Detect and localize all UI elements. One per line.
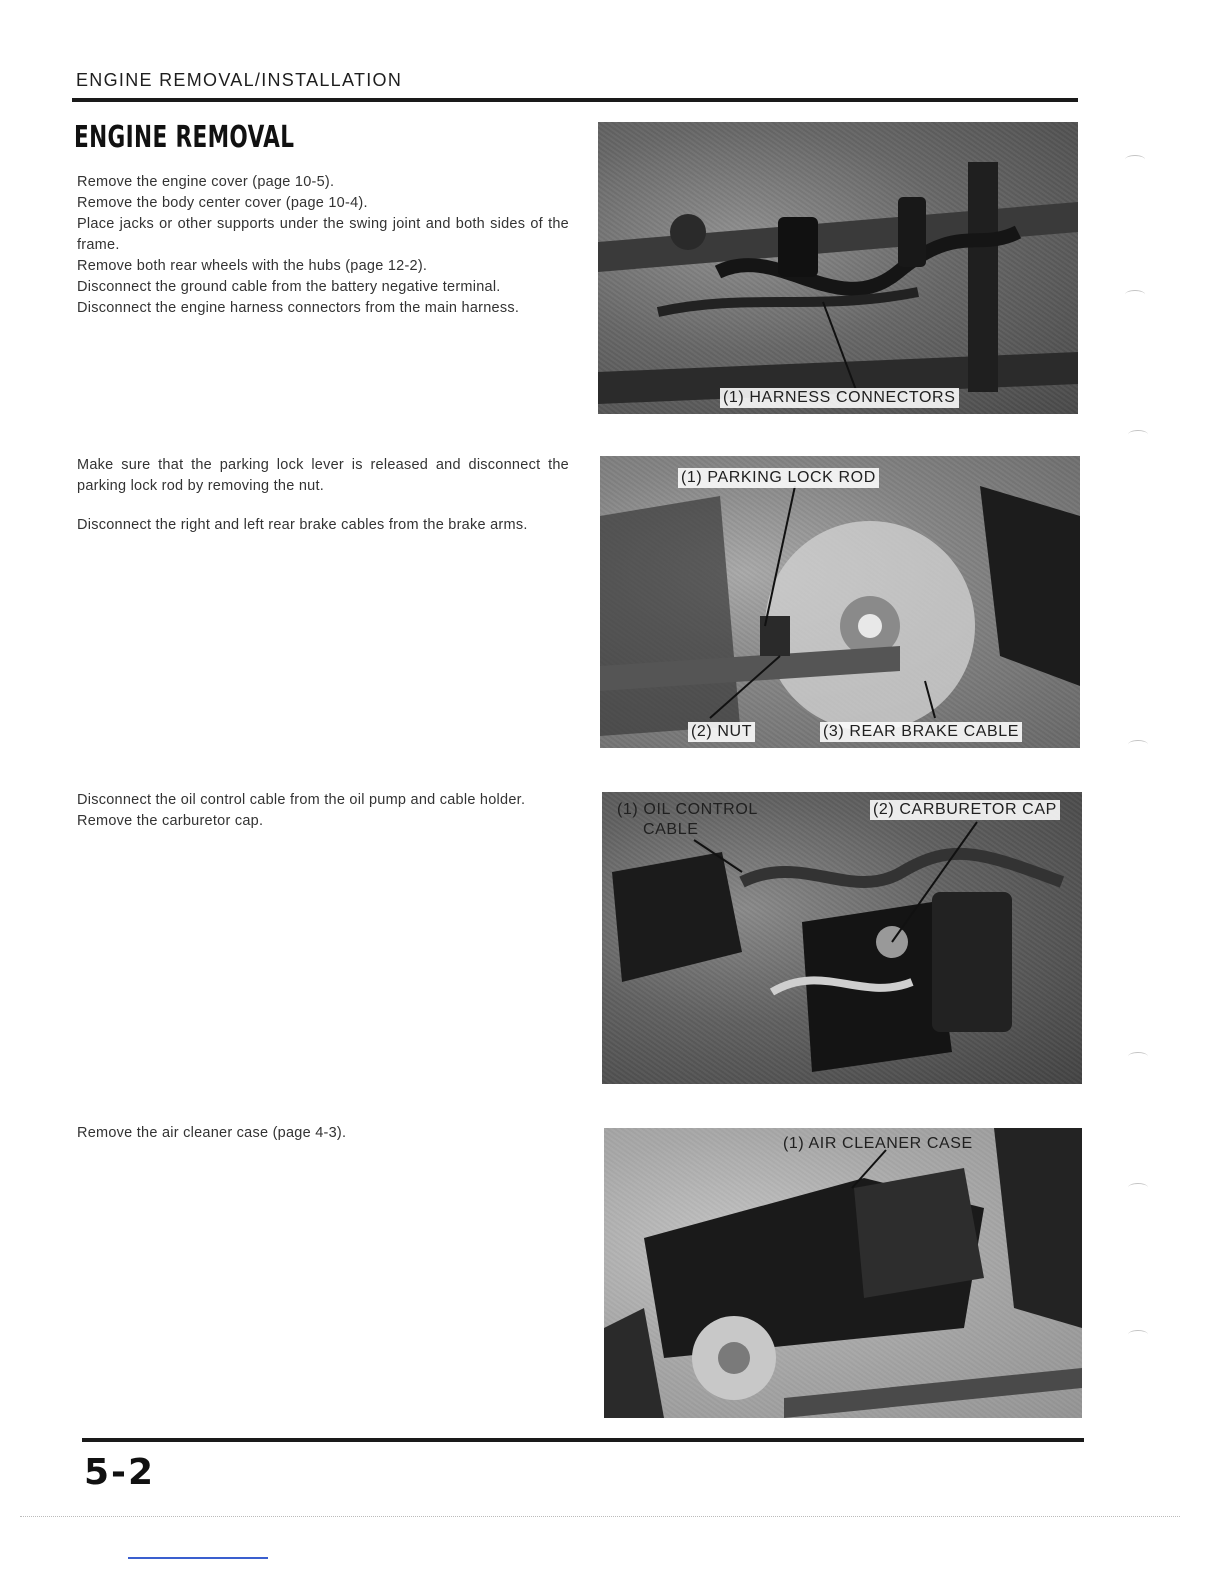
- photo-parking-lock: [600, 456, 1080, 748]
- margin-mark: [1128, 1330, 1148, 1339]
- step-line: Make sure that the parking lock lever is released and disconnect the parking lock rod by removing the nut.: [77, 457, 569, 494]
- callout-parking-lock-rod: (1) PARKING LOCK ROD: [678, 468, 879, 488]
- parking-lock-photo-illustration: [600, 456, 1080, 748]
- harness-photo-illustration: [598, 122, 1078, 414]
- header-rule: [72, 98, 1078, 102]
- margin-mark: [1128, 740, 1148, 749]
- step-2-text: [77, 455, 569, 536]
- margin-mark: [1128, 1183, 1148, 1192]
- callout-oil-control: (1) OIL CONTROL: [617, 801, 758, 818]
- step-1-text: [77, 172, 569, 319]
- margin-mark: [1128, 430, 1148, 439]
- callout-harness-connectors: (1) HARNESS CONNECTORS: [720, 388, 959, 408]
- margin-mark: [1125, 290, 1145, 299]
- callout-air-cleaner-case: (1) AIR CLEANER CASE: [783, 1135, 973, 1152]
- margin-mark: [1125, 155, 1145, 164]
- step-line: Remove both rear wheels with the hubs (page 12-2).: [77, 258, 428, 274]
- photo-harness-connectors: [598, 122, 1078, 414]
- air-cleaner-photo-illustration: [604, 1128, 1082, 1418]
- callout-nut: (2) NUT: [688, 722, 755, 742]
- step-line: Disconnect the engine harness connectors from the main harness.: [77, 300, 520, 316]
- page-number: 5-2: [84, 1452, 156, 1493]
- callout-oil-control-cable: CABLE: [643, 821, 699, 838]
- step-line: Disconnect the right and left rear brake cables from the brake arms.: [77, 517, 528, 533]
- step-line: Disconnect the ground cable from the battery negative terminal.: [77, 279, 501, 295]
- margin-mark: [1128, 1052, 1148, 1061]
- photo-air-cleaner-case: [604, 1128, 1082, 1418]
- footer-rule: [82, 1438, 1084, 1442]
- step-4-text: [77, 1123, 569, 1144]
- section-title: ENGINE REMOVAL: [74, 120, 295, 155]
- step-line: Place jacks or other supports under the swing joint and both sides of the frame.: [77, 216, 569, 253]
- blue-underline: [128, 1557, 268, 1559]
- callout-rear-brake-cable: (3) REAR BRAKE CABLE: [820, 722, 1022, 742]
- scan-artifact-line: [20, 1516, 1180, 1518]
- callout-carburetor-cap: (2) CARBURETOR CAP: [870, 800, 1060, 820]
- step-3-text: [77, 790, 569, 832]
- step-line: Remove the engine cover (page 10-5).: [77, 174, 335, 190]
- running-header: ENGINE REMOVAL/INSTALLATION: [76, 70, 403, 90]
- step-line: Remove the body center cover (page 10-4).: [77, 195, 368, 211]
- step-line: Remove the air cleaner case (page 4-3).: [77, 1125, 347, 1141]
- photo-oil-control-cable: [602, 792, 1082, 1084]
- step-line: Disconnect the oil control cable from the oil pump and cable holder.: [77, 792, 526, 808]
- step-line: Remove the carburetor cap.: [77, 813, 264, 829]
